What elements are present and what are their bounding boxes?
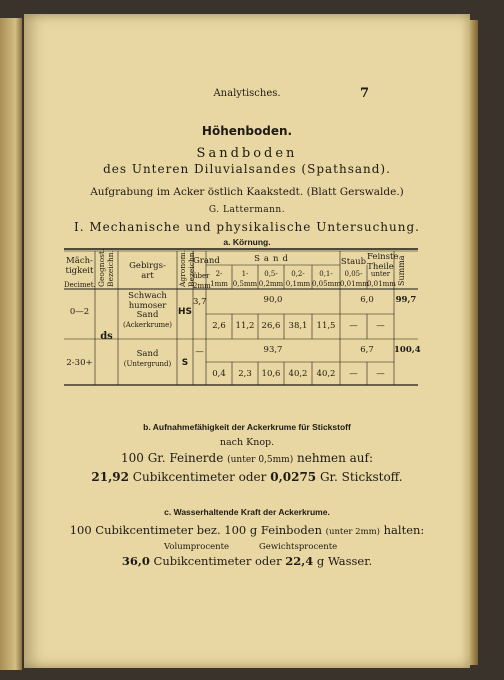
row1-sand-3: 26,6	[261, 321, 281, 331]
row1-sum: 99,7	[395, 295, 417, 305]
header-sand-col-3: 0,5- 0,2mm	[258, 270, 284, 288]
water-result: 36,0 Cubikcentimeter oder 22,4 g Wasser.	[121, 554, 373, 568]
row2-sand-4: 40,2	[288, 369, 308, 379]
row2-agronomic: S	[181, 358, 189, 368]
row1-grand: 3,7	[193, 297, 207, 307]
section-heading-nitrogen: b. Aufnahmefähigkeit der Ackerkrume für Stickstoff	[143, 422, 351, 432]
row1-sand-4: 38,1	[288, 321, 308, 331]
header-thickness: Mäch- tigkeit Decimet.	[64, 256, 96, 289]
sample-location: Aufgrabung im Acker östlich Kaakstedt. (Blatt Gerswalde.)	[90, 186, 404, 198]
row2-rock-type: Sand (Untergrund)	[123, 349, 172, 368]
nitrogen-result: 21,92 Cubikcentimeter oder 0,0275 Gr. Stickstoff.	[91, 470, 403, 484]
header-grand: Grand über 2mm	[193, 256, 220, 290]
label-weight-percent: Gewichtsprocente	[259, 542, 338, 552]
row1-rock-type: Schwach humoser Sand (Ackerkrume)	[122, 291, 173, 329]
row2-sand-5: 40,2	[316, 369, 336, 379]
subsection-heading-grain: a. Körnung.	[223, 237, 271, 247]
geognostic-value: ds	[100, 331, 113, 342]
row2-dust: —	[349, 369, 358, 379]
section-heading-water: c. Wasserhaltende Kraft der Ackerkrume.	[164, 507, 330, 517]
row2-sand-3: 10,6	[261, 369, 281, 379]
row1-sand-1: 2,6	[212, 321, 226, 331]
header-sand-col-2: 1- 0,5mm	[232, 270, 258, 288]
label-volume-percent: Volumprocente	[164, 542, 230, 552]
header-sand-col-4: 0,2- 0,1mm	[285, 270, 311, 288]
subtitle-formation: des Unteren Diluvialsandes (Spathsand).	[103, 162, 391, 176]
water-line-1: 100 Cubikcentimeter bez. 100 g Feinboden (unter 2mm) halten:	[69, 523, 425, 537]
row1-dust: —	[349, 321, 358, 331]
row2-finest: —	[376, 369, 385, 379]
subtitle-soil-type: Sandboden	[196, 146, 298, 161]
row2-sand-2: 2,3	[238, 369, 252, 379]
facing-page-edge	[0, 18, 22, 670]
row1-agronomic: HS	[177, 307, 192, 317]
method-note: nach Knop.	[219, 437, 275, 448]
header-finest-range: unter 0,01mm	[367, 270, 396, 288]
row1-sand-5: 11,5	[316, 321, 336, 331]
row1-sand-2: 11,2	[235, 321, 255, 331]
book-page	[24, 14, 470, 668]
header-dust-range: 0,05- 0,01mm	[340, 270, 369, 288]
row1-finest: —	[376, 321, 385, 331]
row2-sand-1: 0,4	[212, 369, 226, 379]
row2-depth: 2-30+	[66, 358, 93, 368]
row2-grand: —	[195, 347, 204, 357]
section-heading-mechanical: I. Mechanische und physikalische Untersuchung.	[73, 220, 420, 234]
row2-sum: 100,4	[394, 345, 421, 355]
row1-fines-total: 6,0	[360, 295, 374, 305]
page-stack-edge	[470, 20, 478, 665]
header-dust: Staub	[340, 257, 367, 267]
header-geognostic: Geognost. Bezeichn.	[97, 248, 115, 287]
grain-size-table	[64, 247, 421, 387]
header-agronomic: Agronom. Bezeichn.	[178, 249, 196, 287]
header-sand: Sand	[254, 254, 292, 264]
row2-fines-total: 6,7	[360, 345, 374, 355]
header-sand-col-5: 0,1- 0,05mm	[312, 270, 341, 288]
page-title: Höhenboden.	[201, 124, 293, 138]
nitrogen-line-1: 100 Gr. Feinerde (unter 0,5mm) nehmen auf:	[121, 451, 373, 465]
running-title: Analytisches.	[213, 88, 281, 99]
header-sand-col-1: 2- 1mm	[210, 270, 228, 288]
row1-sand-total: 90,0	[263, 295, 283, 305]
row1-depth: 0—2	[69, 307, 90, 317]
header-sum: Summa	[397, 255, 406, 287]
row2-sand-total: 93,7	[263, 345, 283, 355]
header-finest: Feinste Theile	[367, 252, 399, 272]
author-name: G. Lattermann.	[208, 205, 286, 215]
page-number: 7	[360, 86, 370, 101]
header-rock-type: Gebirgs- art	[129, 261, 166, 281]
